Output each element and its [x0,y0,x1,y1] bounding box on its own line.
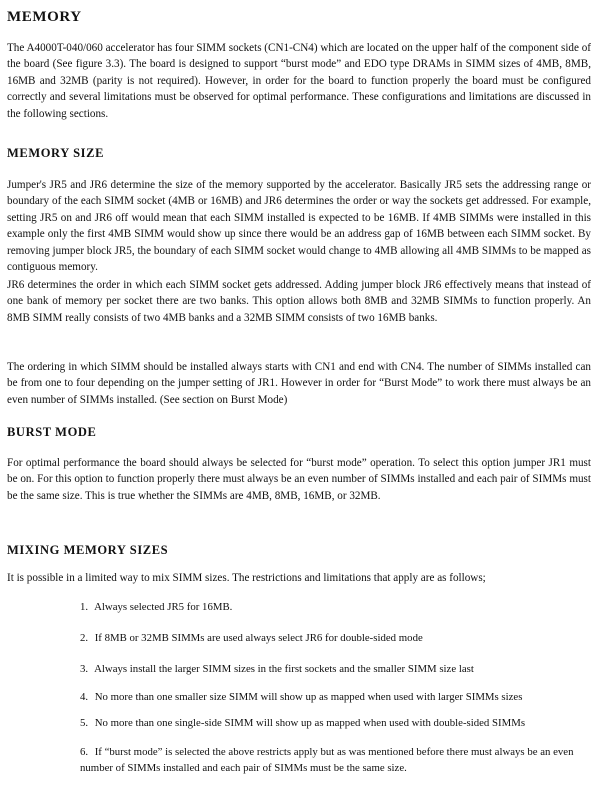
burst-mode-heading: BURST MODE [7,425,97,439]
list-item: 1. Always selected JR5 for 16MB. [80,601,233,613]
mixing-intro: It is possible in a limited way to mix SIMM sizes. The restrictions and limitations that apply are as follows; [7,572,486,584]
memory-size-paragraph-1: Jumper's JR5 and JR6 determine the size of the memory supported by the accelerator. Basically JR5 sets the addressing range or boundary of the each SIMM socket (4MB or 16MB) and JR6 determines the order or way the sockets get addressed. For example, setting JR5 on and JR6 off would mean that each SIMM installed is expected to be 16MB. If 4MB SIMMs were installed in this example only the first 4MB SIMM would show up since there would be an address gap of 16MB between each SIMM socket. By removing jumper block JR5, the boundary of each SIMM socket would change to 4MB allowing all 4MB SIMMs to be mapped as contiguous memory. [7,179,591,274]
burst-mode-paragraph: For optimal performance the board should always be selected for “burst mode” operation. To select this option jumper JR1 must be on. For this option to function properly there must always be an even number of SIMMs installed and each pair of SIMMs must be the same size. This is true whether the SIMMs are 4MB, 8MB, 16MB, or 32MB. [7,457,591,502]
memory-size-heading: MEMORY SIZE [7,146,105,160]
list-item: 6. If “burst mode” is selected the above restricts apply but as was mentioned before there must always be an even number of SIMMs installed and each pair of SIMMs must be the same size. [80,746,574,775]
memory-size-paragraph-3: The ordering in which SIMM should be installed always starts with CN1 and end with CN4. The number of SIMMs installed can be from one to four depending on the jumper setting of JR1. However in order for “Burst Mode” to work there must always be an even number of SIMMs installed. (See section on Burst Mode) [7,361,591,406]
memory-heading: MEMORY [7,9,82,25]
list-item: 4. No more than one smaller size SIMM will show up as mapped when used with larger SIMMs sizes [80,691,523,703]
list-item: 2. If 8MB or 32MB SIMMs are used always select JR6 for double-sided mode [80,632,423,644]
memory-size-paragraph-2: JR6 determines the order in which each SIMM socket gets addressed. Adding jumper block JR6 effectively means that instead of one bank of memory per socket there are two banks. This option allows both 8MB and 32MB SIMMs to function properly. An 8MB SIMM really consists of two 4MB banks and a 32MB SIMM consists of two 16MB banks. [7,279,591,324]
memory-paragraph: The A4000T-040/060 accelerator has four SIMM sockets (CN1-CN4) which are located on the upper half of the component side of the board (See figure 3.3). The board is designed to support “burst mode” and EDO type DRAMs in SIMM sizes of 4MB, 8MB, 16MB and 32MB (parity is not required). However, in order for the board to function properly the board must be configured correctly and several limitations must be observed for optimal performance. These configurations and limitations are discussed in the following sections. [7,42,592,120]
mixing-memory-heading: MIXING MEMORY SIZES [7,543,169,557]
list-item: 3. Always install the larger SIMM sizes in the first sockets and the smaller SIMM size last [80,663,474,675]
list-item: 5. No more than one single-side SIMM will show up as mapped when used with double-sided SIMMs [80,717,526,729]
